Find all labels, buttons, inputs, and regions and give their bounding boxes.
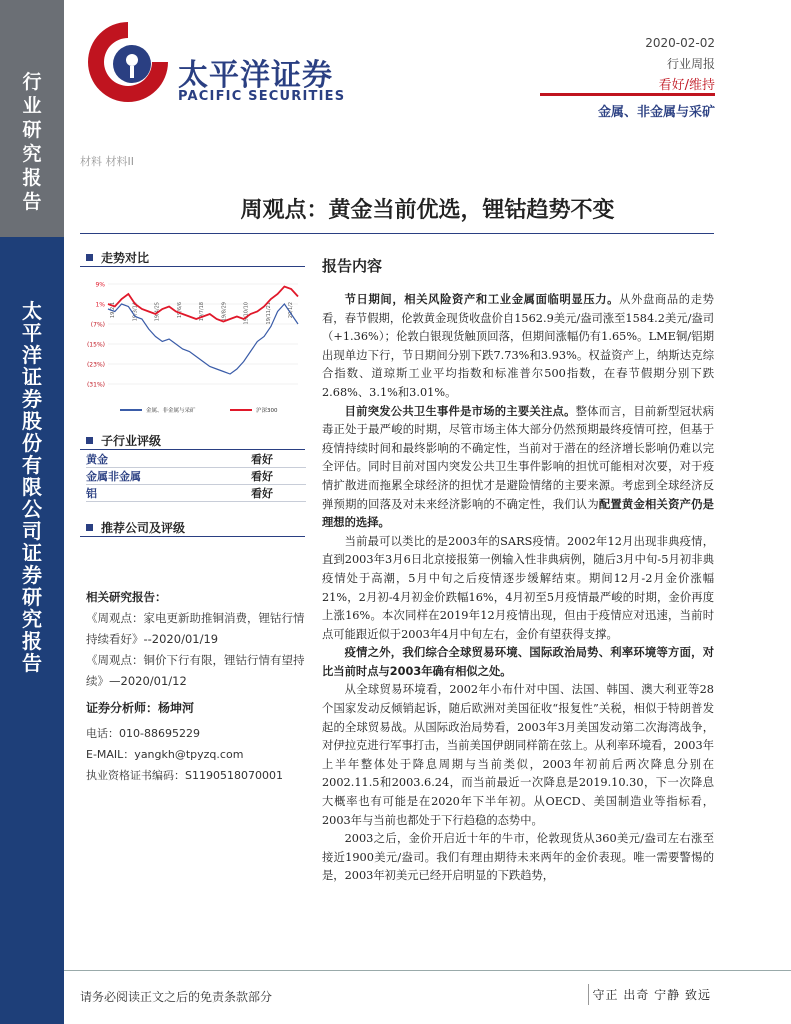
table-row: 黄金 看好 xyxy=(86,451,306,468)
y-tick-label: 1% xyxy=(95,301,105,309)
paragraph: 节日期间，相关风险资产和工业金属面临明显压力。从外盘商品的走势看，春节假期，伦敦黄金现货收盘价自1562.9美元/盎司涨至1584.2美元/盎司（+1.36%）；伦敦白银现货触顶回落，但期间涨幅仍有1.65%。LME铜/铝期出现单边下行，节日期间分别下跌7.73%和3.93%。权益资产上，纳斯达克综合指数、道琼斯工业平均指数和标准普尔500指数，在春节假期分别下跌2.68%、3.1%和3.01%。 xyxy=(322,293,714,399)
sub-industry-table xyxy=(86,451,306,502)
x-tick-label: 19/11/21 xyxy=(265,302,272,325)
paragraph: 疫情之外，我们综合全球贸易环境、国际政治局势、利率环境等方面，对比当前时点与2003年确有相似之处。 xyxy=(322,646,714,678)
footer-motto: 守正 出奇 宁静 致远 xyxy=(588,984,715,1005)
y-tick-label: (15%) xyxy=(86,341,105,349)
x-tick-label: 19/6/6 xyxy=(176,302,183,319)
y-tick-label: (31%) xyxy=(86,381,105,389)
report-body xyxy=(322,291,714,886)
header-divider xyxy=(540,93,715,96)
y-tick-label: 9% xyxy=(95,281,105,289)
x-tick-label: 19/4/25 xyxy=(154,302,161,322)
brand-name-en: PACIFIC SECURITIES xyxy=(178,89,346,104)
x-tick-label: 19/2/1 xyxy=(110,302,116,319)
related-report-link[interactable]: 《周观点：铜价下行有限，锂钴行情有望持续》—2020/01/12 xyxy=(86,653,305,688)
sub-industry-heading: 子行业评级 xyxy=(86,432,161,449)
category-label: 材料 材料II xyxy=(80,155,134,168)
x-tick-label: 19/7/18 xyxy=(199,302,205,322)
x-tick-label: 19/10/10 xyxy=(243,302,250,325)
footer-disclaimer[interactable]: 请务必阅读正文之后的免责条款部分 xyxy=(80,990,273,1004)
square-bullet-icon xyxy=(86,254,93,261)
paragraph: 当前最可以类比的是2003年的SARS疫情。2002年12月出现非典疫情，直到2003年3月6日北京接报第一例输入性非典病例，随后3月中旬-5月初非典疫情处于高潮，5月中旬之后疫情逐步缓解结束。期间12月-2月金价涨幅21%，2月初-4月初金价跌幅16%，4月初至5月疫情最严峻的时期，金价再度上涨16%。本次同样在2019年12月疫情出现，但由于疫情应对迅速，当前时点可能跟近似于2003年4月中旬左右，金价有望获得支撑。 xyxy=(322,534,714,641)
sector-name: 金属、非金属与采矿 xyxy=(597,105,715,120)
analyst-email[interactable]: E-MAIL：yangkh@tpyzq.com xyxy=(86,748,244,761)
y-tick-label: (7%) xyxy=(90,321,105,329)
y-tick-label: (23%) xyxy=(86,361,105,369)
paragraph: 从全球贸易环境看，2002年小布什对中国、法国、韩国、澳大利亚等28个国家发动反倾销起诉，随后欧洲对美国征收“报复性”关税，相似于特朗普发起的全球贸易战。从国际政治局势看，2003年3月美国发动第二次海湾战争，对伊拉克进行军事打击，当前美国伊朗同样箭在弦上。从利率环境看，2003年上半年整体处于降息周期与当前类似，2003年初前后两次降息分别在2002.11.5和2003.6.24，而当前最近一次降息是2019.10.30，下一次降息大概率也有可能是在2020年下半年初。从OECD、美国制造业等指标看，2003年与当前也都处于下行趋稳的态势中。 xyxy=(322,683,714,827)
recommend-heading: 推荐公司及评级 xyxy=(86,519,185,536)
x-tick-label: 19/3/14 xyxy=(132,302,139,322)
brand-name-cn: 太平洋证券 xyxy=(178,58,333,93)
paragraph: 2003之后，金价开启近十年的牛市，伦敦现货从360美元/盎司左右涨至接近1900美元/盎司。我们有理由期待未来两年的金价表现。唯一需要警惕的是，2003年初美元已经开启明显的下跌趋势， xyxy=(322,832,714,883)
content-heading: 报告内容 xyxy=(322,257,383,275)
sidebar xyxy=(0,0,64,1024)
analyst-info: 证券分析师：杨坤河 电话：010-88695229 E-MAIL：yangkh@tpyzq.com 执业资格证书编码：S1190518070001 xyxy=(86,698,306,786)
legend-label: 金属、非金属与采矿 xyxy=(146,408,196,414)
section-rule xyxy=(80,536,305,537)
company-logo-icon xyxy=(82,16,174,108)
x-tick-label: 20/1/2 xyxy=(288,302,294,319)
trend-heading: 走势对比 xyxy=(86,249,149,266)
x-tick-label: 19/8/29 xyxy=(221,302,228,322)
industry-rating: 看好/维持 xyxy=(658,78,715,93)
report-type: 行业周报 xyxy=(666,57,715,71)
table-row: 金属非金属 看好 xyxy=(86,468,306,485)
sidebar-report-label: 行 业 研 究 报 告 xyxy=(22,71,42,213)
section-rule xyxy=(80,266,305,267)
square-bullet-icon xyxy=(86,437,93,444)
sidebar-company-label: 太 平 洋 证 券 股 份 有 限 公 司 证 券 研 究 报 告 xyxy=(22,299,42,675)
trend-chart xyxy=(80,272,305,420)
footer-divider xyxy=(64,970,791,971)
report-date: 2020-02-02 xyxy=(645,36,715,50)
page-title: 周观点：黄金当前优选，锂钴趋势不变 xyxy=(240,197,615,223)
legend-label: 沪深300 xyxy=(256,408,278,414)
paragraph: 目前突发公共卫生事件是市场的主要关注点。整体而言，目前新型冠状病毒正处于最严峻的时期，尽管市场主体大部分仍然预期最终疫情可控，但基于疫情持续时间和最终影响的不确定性，当前对于潜在的经济增长影响仍难以完全评估。同时目前对国内突发公共卫生事件影响的担忧可能相对次要，对于疫情扩散进而拖累全球经济的担忧才是避险情绪的主要来源。考虑到全球经济反弹预期的回落及对未来经济影响的不确定性，我们认为配置黄金相关资产仍是理想的选择。 xyxy=(322,404,714,530)
title-divider xyxy=(80,233,714,234)
section-rule xyxy=(80,449,305,450)
table-row: 铝 看好 xyxy=(86,485,306,502)
related-report-link[interactable]: 《周观点：家电更新助推铜消费，锂钴行情持续看好》--2020/01/19 xyxy=(86,611,305,646)
related-reports: 相关研究报告： 《周观点：家电更新助推铜消费，锂钴行情持续看好》--2020/01/19 《周观点：铜价下行有限，锂钴行情有望持续》—2020/01/12 xyxy=(86,587,306,692)
square-bullet-icon xyxy=(86,524,93,531)
